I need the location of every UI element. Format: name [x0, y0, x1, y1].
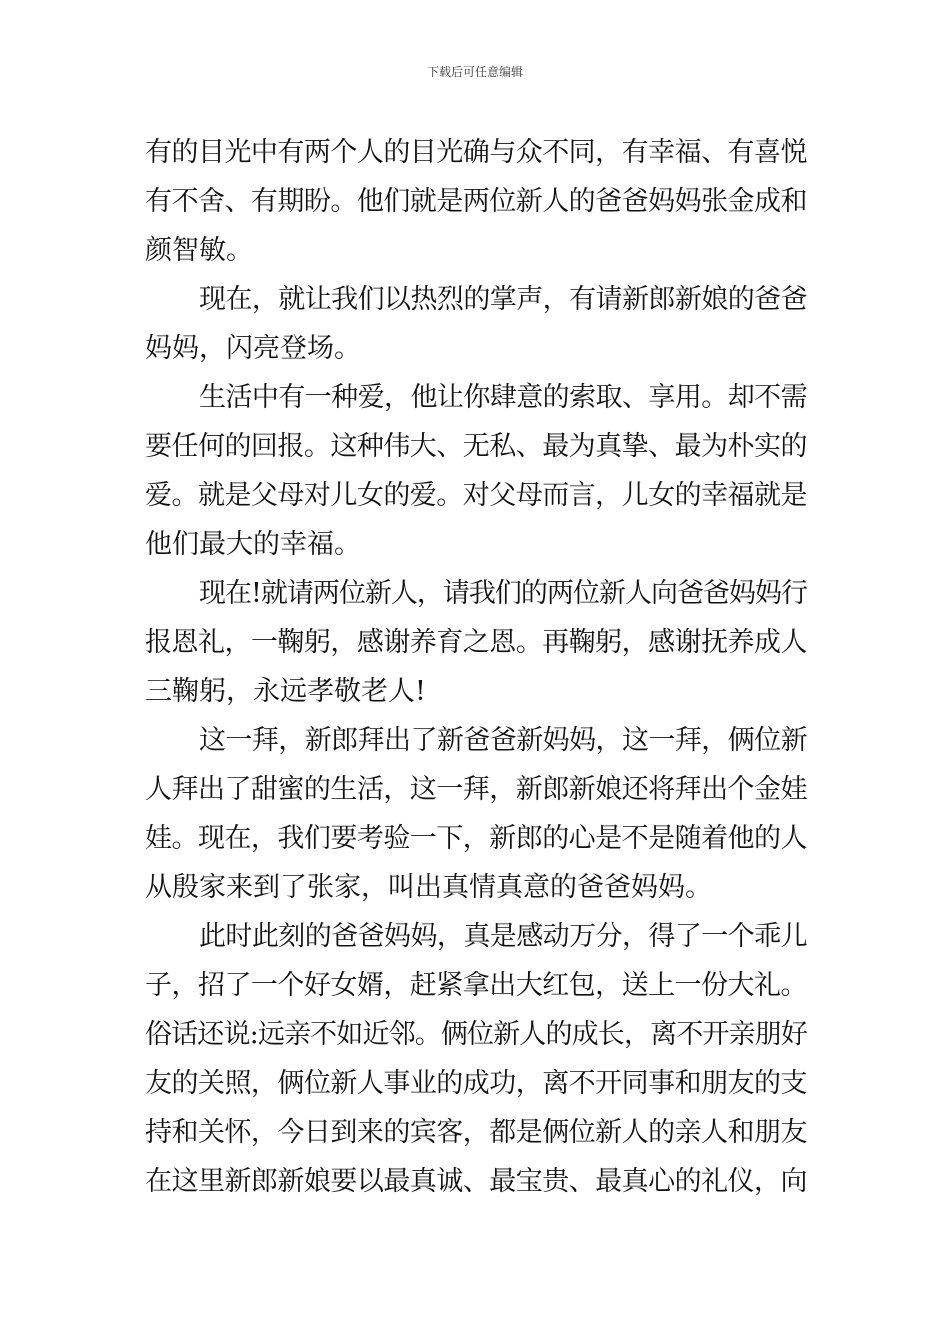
text-line: 俗话还说:远亲不如近邻。俩位新人的成长，离不开亲朋好 [145, 1019, 807, 1050]
text-line: 此时此刻的爸爸妈妈，真是感动万分，得了一个乖儿 [199, 921, 807, 952]
text-line: 友的关照，俩位新人事业的成功，离不开同事和朋友的支 [145, 1068, 807, 1099]
text-line: 人拜出了甜蜜的生活，这一拜，新郎新娘还将拜出个金娃 [145, 774, 807, 805]
document-body [145, 128, 807, 1206]
text-line: 现在，就让我们以热烈的掌声，有请新郎新娘的爸爸 [199, 284, 807, 315]
paragraph-6 [145, 912, 807, 1206]
paragraph-5 [145, 716, 807, 912]
text-line: 有不舍、有期盼。他们就是两位新人的爸爸妈妈张金成和 [145, 186, 807, 217]
text-line: 报恩礼，一鞠躬，感谢养育之恩。再鞠躬，感谢抚养成人 [145, 627, 807, 658]
text-line: 持和关怀，今日到来的宾客，都是俩位新人的亲人和朋友 [145, 1117, 807, 1148]
paragraph-3 [145, 373, 807, 569]
text-line: 有的目光中有两个人的目光确与众不同，有幸福、有喜悦 [145, 137, 807, 168]
text-line: 三鞠躬，永远孝敬老人! [145, 676, 426, 707]
text-line: 在这里新郎新娘要以最真诚、最宝贵、最真心的礼仪，向 [145, 1166, 807, 1197]
text-line: 颜智敏。 [145, 235, 253, 266]
text-line: 子，招了一个好女婿，赶紧拿出大红包，送上一份大礼。 [145, 970, 807, 1001]
text-line: 生活中有一种爱，他让你肆意的索取、享用。却不需 [199, 382, 807, 413]
paragraph-1 [145, 128, 807, 275]
text-line: 从殷家来到了张家，叫出真情真意的爸爸妈妈。 [145, 872, 712, 903]
text-line: 这一拜，新郎拜出了新爸爸新妈妈，这一拜，俩位新 [199, 725, 807, 756]
paragraph-4 [145, 569, 807, 716]
text-line: 爱。就是父母对儿女的爱。对父母而言，儿女的幸福就是 [145, 480, 807, 511]
text-line: 要任何的回报。这种伟大、无私、最为真挚、最为朴实的 [145, 431, 807, 462]
page-header: 下载后可任意编辑 [426, 65, 523, 79]
paragraph-2 [145, 275, 807, 373]
text-line: 他们最大的幸福。 [145, 529, 361, 560]
text-line: 妈妈，闪亮登场。 [145, 333, 361, 364]
text-line: 娃。现在，我们要考验一下，新郎的心是不是随着他的人 [145, 823, 807, 854]
text-line: 现在!就请两位新人，请我们的两位新人向爸爸妈妈行 [199, 578, 807, 609]
